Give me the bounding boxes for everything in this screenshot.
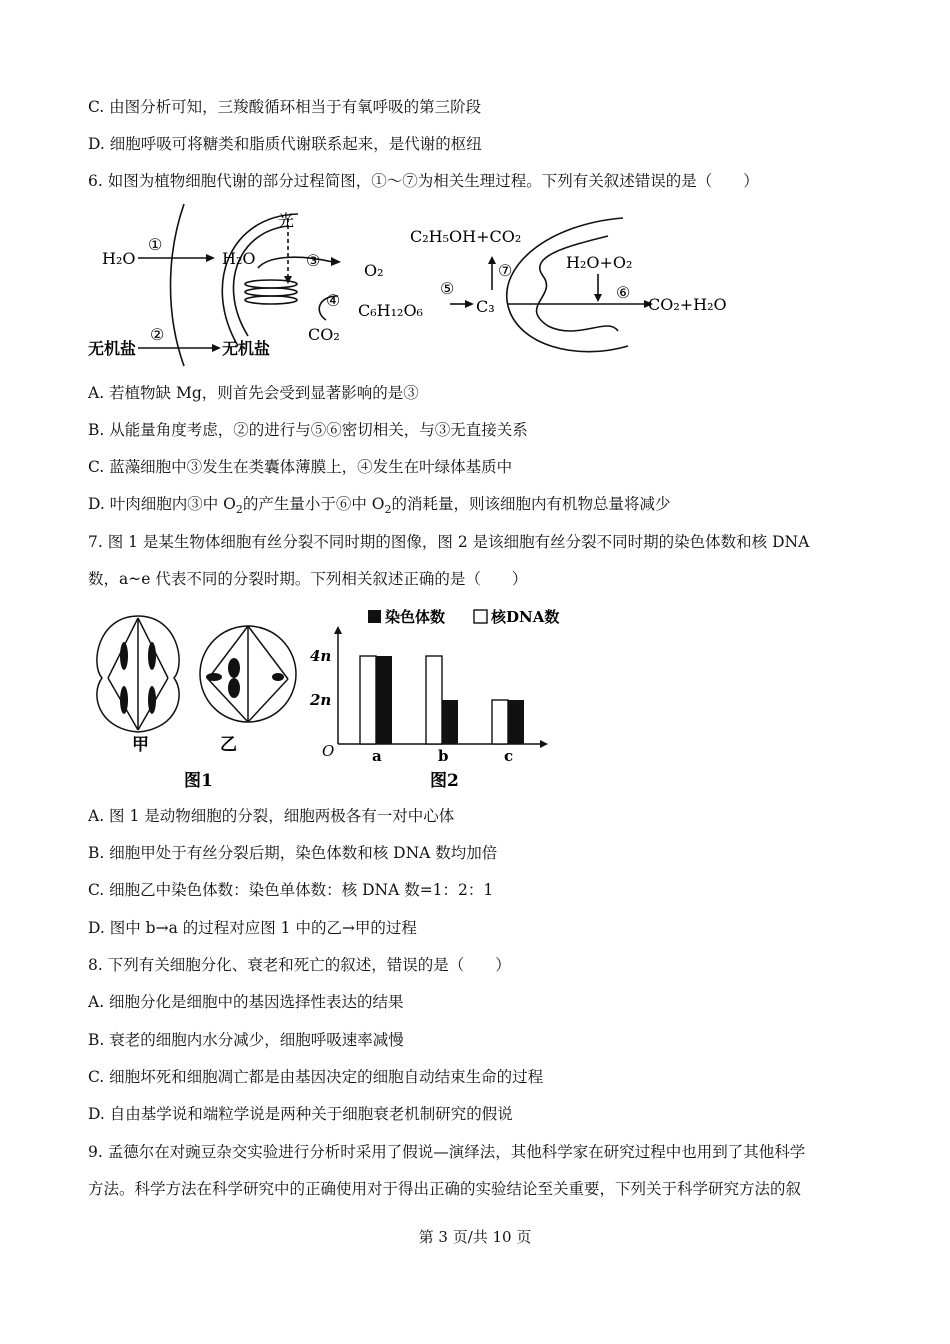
q8-option-b: B. 衰老的细胞内水分减少，细胞呼吸速率减慢 (88, 1031, 404, 1049)
question-9-line-2: 方法。科学方法在科学研究中的正确使用对于得出正确的实验结论至关重要，下列关于科学研究方法的叙 (88, 1180, 802, 1198)
h2o-mid-label: H₂O (222, 249, 256, 268)
figure-1-caption: 图1 (184, 771, 213, 791)
cell-yi-label: 乙 (220, 735, 237, 755)
cell-jia-label: 甲 (132, 735, 149, 755)
step-5: ⑤ (440, 279, 455, 298)
legend-dna-label: 核DNA数 (491, 608, 560, 626)
glucose-label: C₆H₁₂O₆ (358, 301, 423, 320)
q8-option-d: D. 自由基学说和端粒学说是两种关于细胞衰老机制研究的假说 (88, 1105, 513, 1123)
option-c-prev: C. 由图分析可知，三羧酸循环相当于有氧呼吸的第三阶段 (88, 98, 482, 116)
c3-label: C₃ (476, 297, 495, 316)
figure-2-chart (310, 604, 560, 794)
x-tick-label: a (372, 747, 382, 765)
q7-option-c: C. 细胞乙中染色体数：染色单体数：核 DNA 数=1：2：1 (88, 881, 494, 899)
step-3: ③ (306, 251, 321, 270)
salt-left-label: 无机盐 (88, 339, 137, 358)
co2-in-label: CO₂ (308, 325, 340, 344)
q7-option-d: D. 图中 b→a 的过程对应图 1 中的乙→甲的过程 (88, 919, 417, 937)
mitochondrion-cristae (537, 236, 618, 331)
legend-chromosome-swatch (368, 610, 381, 623)
q6-option-a: A. 若植物缺 Mg，则首先会受到显著影响的是③ (88, 384, 419, 402)
q8-option-a: A. 细胞分化是细胞中的基因选择性表达的结果 (88, 993, 404, 1011)
bar-chromosome-c (508, 700, 524, 744)
q7-option-b: B. 细胞甲处于有丝分裂后期，染色体数和核 DNA 数均加倍 (88, 844, 498, 862)
step-7: ⑦ (498, 261, 513, 280)
y-tick-label: 4n (310, 647, 332, 665)
q6-option-d: D. 叶肉细胞内③中 $O_2$的产生量小于⑥中 $O_2$的消耗量，则该细胞内有机物总量将减少 (88, 495, 671, 517)
bar-dna-a (360, 656, 376, 744)
axis-origin: O (322, 742, 335, 760)
h2o-left-label: H₂O (102, 249, 136, 268)
light-label: 光 (278, 211, 295, 230)
metabolism-diagram (88, 196, 768, 368)
question-9-line-1: 9. 孟德尔在对豌豆杂交实验进行分析时采用了假说—演绎法，其他科学家在研究过程中也用到了其他科学 (88, 1143, 806, 1161)
step-1: ① (148, 235, 163, 254)
figure-2-caption: 图2 (430, 771, 459, 791)
co2-h2o-label: CO₂+H₂O (648, 295, 727, 314)
bar-chromosome-a (376, 656, 392, 744)
salt-right-label: 无机盐 (222, 339, 271, 358)
q6-option-b: B. 从能量角度考虑，②的进行与⑤⑥密切相关，与③无直接关系 (88, 421, 528, 439)
step-2: ② (150, 325, 165, 344)
h2o-o2-label: H₂O+O₂ (566, 253, 633, 272)
cell-membrane (171, 204, 185, 366)
x-tick-label: b (438, 747, 449, 765)
step-6: ⑥ (616, 283, 631, 302)
question-6: 6. 如图为植物细胞代谢的部分过程简图，①～⑦为相关生理过程。下列有关叙述错误的是（ ） (88, 172, 759, 190)
o2-label: O₂ (364, 261, 384, 280)
q7-option-a: A. 图 1 是动物细胞的分裂，细胞两极各有一对中心体 (88, 807, 455, 825)
q8-option-c: C. 细胞坏死和细胞凋亡都是由基因决定的细胞自动结束生命的过程 (88, 1068, 544, 1086)
bar-dna-c (492, 700, 508, 744)
legend-dna-swatch (474, 610, 487, 623)
question-7-line-2: 数，a~e 代表不同的分裂时期。下列相关叙述正确的是（ ） (88, 570, 528, 588)
bar-dna-b (426, 656, 442, 744)
y-tick-label: 2n (310, 691, 332, 709)
legend-chromosome-label: 染色体数 (385, 608, 446, 626)
question-7-line-1: 7. 图 1 是某生物体细胞有丝分裂不同时期的图像，图 2 是该细胞有丝分裂不同时期的染色体数和核 DNA (88, 533, 810, 551)
figure-1-cells (88, 604, 308, 794)
ethanol-label: C₂H₅OH+CO₂ (410, 227, 522, 246)
page-footer: 第 3 页/共 10 页 (418, 1228, 532, 1246)
x-tick-label: c (504, 747, 514, 765)
q6-option-c: C. 蓝藻细胞中③发生在类囊体薄膜上，④发生在叶绿体基质中 (88, 458, 513, 476)
question-8: 8. 下列有关细胞分化、衰老和死亡的叙述，错误的是（ ） (88, 956, 511, 974)
option-d-prev: D. 细胞呼吸可将糖类和脂质代谢联系起来，是代谢的枢纽 (88, 135, 482, 153)
step-4: ④ (326, 291, 341, 310)
bar-chromosome-b (442, 700, 458, 744)
